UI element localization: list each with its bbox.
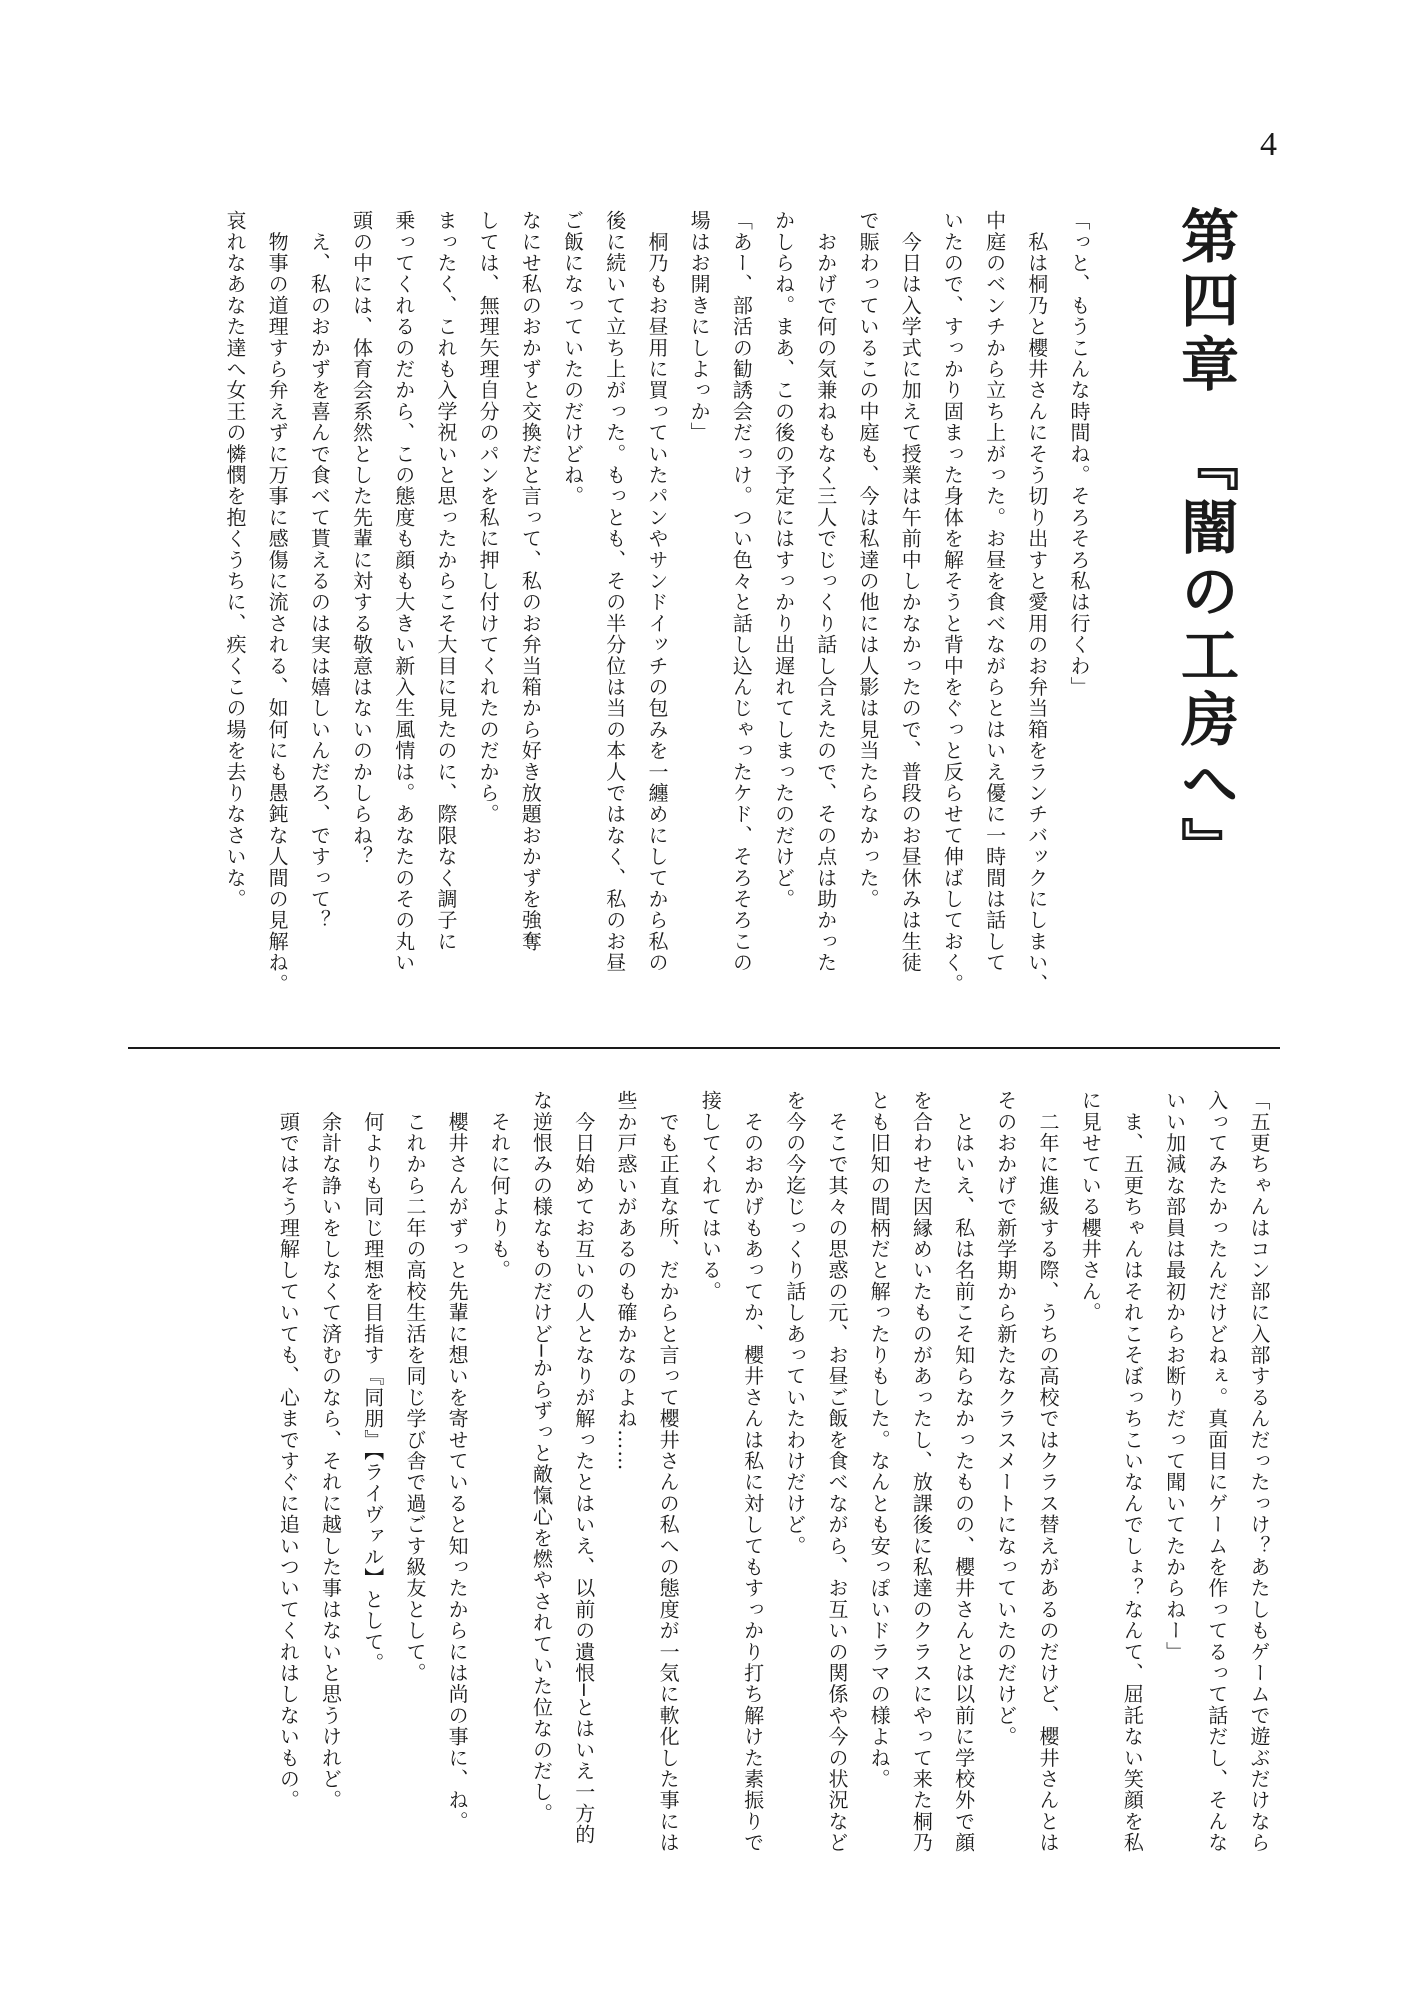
chapter-title: 第四章 『闇の工房へ』 (1171, 206, 1239, 881)
text-block-bottom: 「五更ちゃんはコン部に入部するんだったっけ？あたしもゲームで遊ぶだけなら 入ってみたかったんだけどねぇ。真面目にゲームを作ってるって話だし、そんな いい加減な部員は最初からお断りだって聞いてたからねー」 ま、五更ちゃんはそれこそぼっちこいなんでしょ？なんて、屈託ない笑顔を私 に見せている櫻井さん。 二年に進級する際、うちの高校ではクラス替えがあるのだけど、櫻井さんとは そのおかげで新学期から新たなクラスメートになっていたのだけど。 とはいえ、私は名前こそ知らなかったものの、櫻井さんとは以前に学校外で顔 を合わせた因縁めいたものがあったし、放課後に私達のクラスにやって来た桐乃 とも旧知の間柄だと解ったりもした。なんとも安っぽいドラマの様よね。 そこで其々の思惑の元、お昼ご飯を食べながら、お互いの関係や今の状況など を今の今迄じっくり話しあっていたわけだけど。 そのおかげもあってか、櫻井さんは私に対してもすっかり打ち解けた素振りで 接してくれてはいる。 でも正直な所、だからと言って櫻井さんの私への態度が一気に軟化した事には 些か戸惑いがあるのも確かなのよね…… 今日始めてお互いの人となりが解ったとはいえ、以前の遺恨─とはいえ一方的 な逆恨みの様なものだけど─からずっと敵愾心を燃やされていた位なのだし。 それに何よりも。 櫻井さんがずっと先輩に想いを寄せていると知ったからには尚の事に、ね。 これから二年の高校生活を同じ学び舎で過ごす級友として。 何よりも同じ理想を目指す『同朋』【ライヴァル】として。 余計な諍いをしなくて済むのなら、それに越した事はないと思うけれど。 頭ではそう理解していても、心まですぐに追いついてくれはしないもの。 (276, 1090, 1271, 1854)
text-block-top: 「っと、もうこんな時間ね。そろそろ私は行くわ」 私は桐乃と櫻井さんにそう切り出すと愛用のお弁当箱をランチバックにしまい、 中庭のベンチから立ち上がった。お昼を食べながらとはいえ優に一時間は話して いたので、すっかり固まった身体を解そうと背中をぐっと反らせて伸ばしておく。 今日は入学式に加えて授業は午前中しかなかったので、普段のお昼休みは生徒 で賑わっているこの中庭も、今は私達の他には人影は見当たらなかった。 おかげで何の気兼ねもなく三人でじっくり話し合えたので、その点は助かった かしらね。まあ、この後の予定にはすっかり出遅れてしまったのだけど。 「あー、部活の勧誘会だっけ。つい色々と話し込んじゃったケド、そろそろこの 場はお開きにしよっか」 桐乃もお昼用に買っていたパンやサンドイッチの包みを一纏めにしてから私の 後に続いて立ち上がった。もっとも、その半分位は当の本人ではなく、私のお昼 ご飯になっていたのだけどね。 なにせ私のおかずと交換だと言って、私のお弁当箱から好き放題おかずを強奪 しては、無理矢理自分のパンを私に押し付けてくれたのだから。 まったく、これも入学祝いと思ったからこそ大目に見たのに、際限なく調子に 乗ってくれるのだから、この態度も顔も大きい新入生風情は。あなたのその丸い 頭の中には、体育会系然とした先輩に対する敬意はないのかしらね？ え、私のおかずを喜んで食べて貰えるのは実は嬉しいんだろ、ですって？ 物事の道理すら弁えずに万事に感傷に流される、如何にも愚鈍な人間の見解ね。 哀れなあなた達へ女王の憐憫を抱くうちに、疾くこの場を去りなさいな。 (222, 210, 1091, 995)
section-divider (128, 1047, 1280, 1049)
page-number: 4 (1260, 126, 1277, 163)
